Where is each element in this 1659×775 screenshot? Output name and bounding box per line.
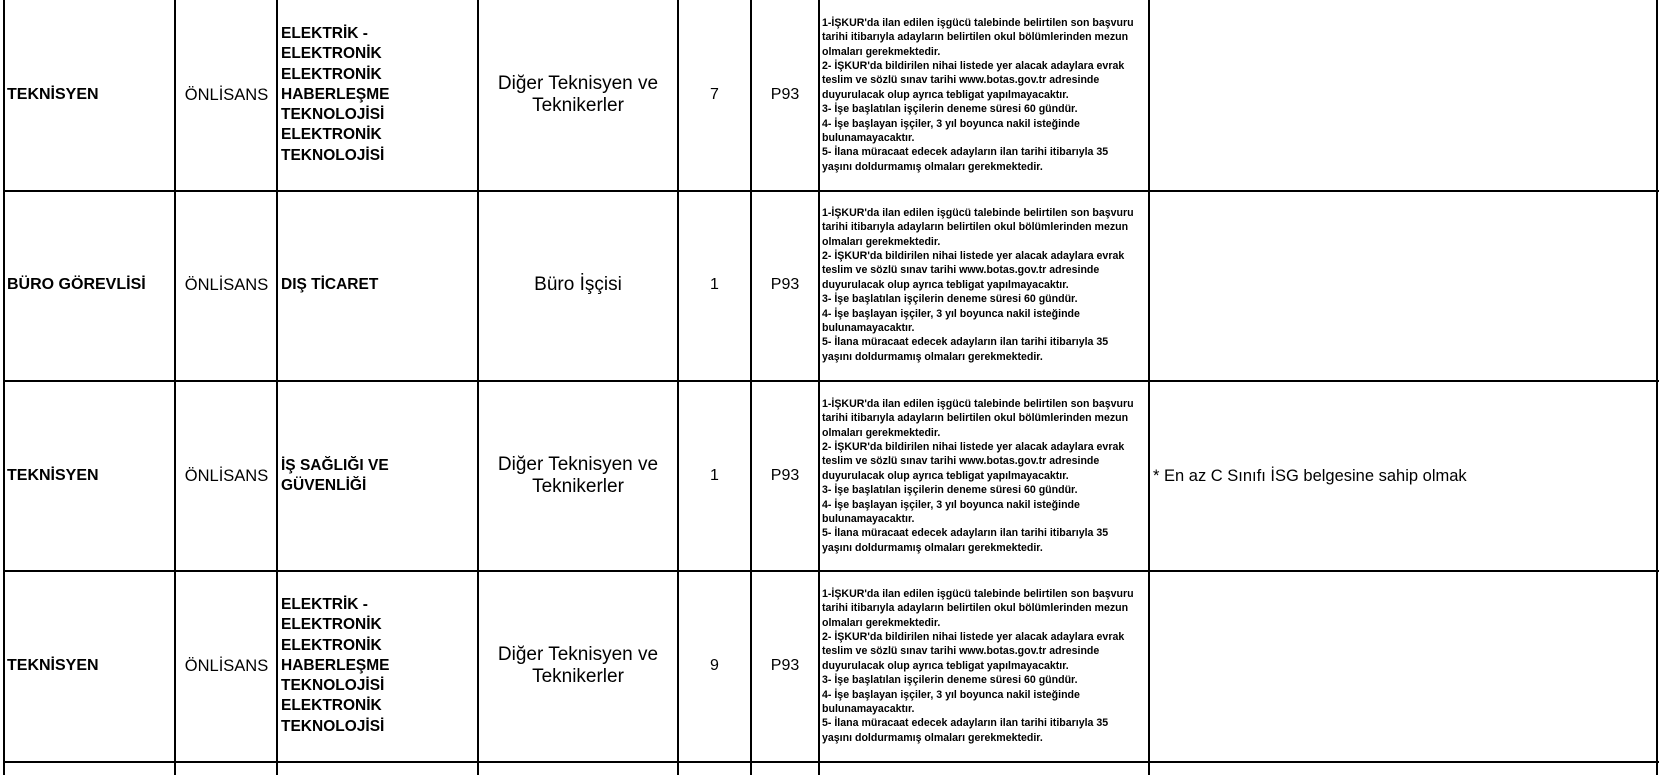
department-line: ELEKTRONİK: [281, 636, 382, 654]
occupation-lines: [498, 454, 658, 499]
condition-line: 1-İŞKUR'da ilan edilen işgücü talebinde belirtilen son başvuru: [822, 587, 1134, 600]
condition-line: teslim ve sözlü sınav tarihi www.botas.gov.tr adresinde: [822, 645, 1100, 658]
condition-line: tarihi itibarıyla adayların belirtilen okul bölümlerinden mezun: [822, 221, 1129, 234]
conditions-cell: [820, 381, 1148, 571]
condition-line: 4- İşe başlayan işçiler, 3 yıl boyunca nakil isteğinde: [822, 307, 1080, 320]
occupation-line: Diğer Teknisyen ve: [497, 453, 659, 475]
worker-count-cell: 1: [710, 276, 719, 293]
condition-line: teslim ve sözlü sınav tarihi www.botas.gov.tr adresinde: [822, 264, 1100, 277]
column-divider: [477, 0, 479, 775]
department-line: HABERLEŞME: [281, 85, 390, 103]
condition-line: bulunamayacaktır.: [822, 513, 915, 526]
condition-line: 4- İşe başlayan işçiler, 3 yıl boyunca nakil isteğinde: [822, 498, 1080, 511]
column-divider: [1148, 0, 1150, 775]
condition-line: tarihi itibarıyla adayların belirtilen okul bölümlerinden mezun: [822, 412, 1129, 425]
condition-line: 4- İşe başlayan işçiler, 3 yıl boyunca nakil isteğinde: [822, 688, 1080, 701]
condition-line: olmaları gerekmektedir.: [822, 426, 941, 439]
condition-line: duyurulacak olup ayrıca tebligat yapılmayacaktır.: [822, 659, 1069, 672]
worker-count-cell: 9: [710, 657, 719, 674]
additional-requirement-cell: * En az C Sınıfı İSG belgesine sahip olmak: [1153, 466, 1467, 485]
department-line: TEKNOLOJİSİ: [281, 106, 385, 124]
occupation-line: Büro İşçisi: [534, 273, 622, 295]
position-title-cell: BÜRO GÖREVLİSİ: [7, 276, 146, 293]
condition-line: 1-İŞKUR'da ilan edilen işgücü talebinde belirtilen son başvuru: [822, 206, 1134, 219]
table-row: [0, 571, 1659, 761]
condition-line: 4- İşe başlayan işçiler, 3 yıl boyunca nakil isteğinde: [822, 117, 1080, 130]
conditions-lines: [822, 587, 1134, 745]
table-row: [0, 381, 1659, 571]
department-line: ELEKTRONİK: [281, 65, 382, 83]
department-line: HABERLEŞME: [281, 656, 390, 674]
condition-line: 2- İŞKUR'da bildirilen nihai listede yer alacak adaylara evrak: [822, 630, 1125, 643]
condition-line: teslim ve sözlü sınav tarihi www.botas.gov.tr adresinde: [822, 455, 1100, 468]
condition-line: 5- İlana müracaat edecek adayların ilan tarihi itibarıyla 35: [822, 527, 1109, 540]
condition-line: 3- İşe başlatılan işçilerin deneme süresi 60 gündür.: [822, 484, 1078, 497]
department-lines: [281, 275, 378, 295]
row-divider: [3, 761, 1659, 763]
row-divider: [3, 570, 1659, 572]
condition-line: yaşını doldurmamış olmaları gerekmektedir.: [822, 160, 1043, 173]
occupation-cell: [479, 190, 677, 380]
column-divider: [818, 0, 820, 775]
condition-line: tarihi itibarıyla adayların belirtilen okul bölümlerinden mezun: [822, 602, 1129, 615]
position-title-cell: TEKNİSYEN: [7, 86, 99, 103]
condition-line: tarihi itibarıyla adayların belirtilen okul bölümlerinden mezun: [822, 31, 1129, 44]
conditions-cell: [820, 190, 1148, 380]
occupation-line: Teknikerler: [532, 666, 624, 687]
condition-line: 3- İşe başlatılan işçilerin deneme süresi 60 gündür.: [822, 103, 1078, 116]
department-line: ELEKTRONİK: [281, 616, 382, 634]
column-divider: [677, 0, 679, 775]
condition-line: 3- İşe başlatılan işçilerin deneme süresi 60 gündür.: [822, 293, 1078, 306]
occupation-line: Diğer Teknisyen ve: [497, 643, 659, 665]
department-line: ELEKTRONİK: [281, 697, 382, 715]
occupation-line: Diğer Teknisyen ve: [497, 72, 659, 94]
condition-line: yaşını doldurmamış olmaları gerekmektedir.: [822, 541, 1043, 554]
column-divider: [3, 0, 5, 775]
department-line: ELEKTRONİK: [281, 45, 382, 63]
conditions-cell: [820, 571, 1148, 761]
department-line: ELEKTRİK -: [281, 24, 368, 42]
additional-requirement-cell: [1150, 190, 1656, 380]
occupation-lines: [498, 644, 658, 689]
occupation-cell: [479, 571, 677, 761]
department-cell: [279, 381, 477, 571]
condition-line: 2- İŞKUR'da bildirilen nihai listede yer alacak adaylara evrak: [822, 249, 1125, 262]
additional-requirement-cell: [1150, 571, 1656, 761]
education-level-cell: ÖNLİSANS: [184, 85, 269, 104]
conditions-lines: [822, 397, 1134, 555]
table-row: [0, 190, 1659, 380]
department-cell: [279, 571, 477, 761]
condition-line: olmaları gerekmektedir.: [822, 235, 941, 248]
position-title-cell: TEKNİSYEN: [7, 657, 99, 674]
department-lines: [281, 456, 389, 497]
education-level-cell: ÖNLİSANS: [184, 275, 269, 294]
occupation-cell: [479, 0, 677, 190]
department-lines: [281, 24, 390, 166]
department-line: TEKNOLOJİSİ: [281, 677, 385, 695]
region-code-cell: P93: [770, 86, 800, 103]
education-level-cell: ÖNLİSANS: [184, 466, 269, 485]
occupation-cell: [479, 381, 677, 571]
column-divider: [174, 0, 176, 775]
conditions-cell: [820, 0, 1148, 190]
condition-line: 1-İŞKUR'da ilan edilen işgücü talebinde belirtilen son başvuru: [822, 397, 1134, 410]
department-line: GÜVENLİĞİ: [281, 477, 367, 494]
condition-line: bulunamayacaktır.: [822, 703, 915, 716]
department-line: ELEKTRİK -: [281, 595, 368, 613]
condition-line: duyurulacak olup ayrıca tebligat yapılmayacaktır.: [822, 469, 1069, 482]
conditions-lines: [822, 16, 1134, 174]
department-line: İŞ SAĞLIĞI VE: [281, 456, 389, 474]
conditions-lines: [822, 206, 1134, 364]
condition-line: teslim ve sözlü sınav tarihi www.botas.gov.tr adresinde: [822, 74, 1100, 87]
condition-line: bulunamayacaktır.: [822, 322, 915, 335]
condition-line: 5- İlana müracaat edecek adayların ilan tarihi itibarıyla 35: [822, 717, 1109, 730]
condition-line: 2- İŞKUR'da bildirilen nihai listede yer alacak adaylara evrak: [822, 440, 1125, 453]
row-divider: [3, 190, 1659, 192]
department-line: TEKNOLOJİSİ: [281, 146, 385, 164]
region-code-cell: P93: [770, 276, 800, 293]
worker-count-cell: 1: [710, 467, 719, 484]
condition-line: 5- İlana müracaat edecek adayların ilan tarihi itibarıyla 35: [822, 146, 1109, 159]
occupation-line: Teknikerler: [532, 95, 624, 116]
worker-count-cell: 7: [710, 86, 719, 103]
department-line: ELEKTRONİK: [281, 126, 382, 144]
region-code-cell: P93: [770, 657, 800, 674]
department-cell: [279, 0, 477, 190]
department-lines: [281, 595, 390, 737]
condition-line: 3- İşe başlatılan işçilerin deneme süresi 60 gündür.: [822, 674, 1078, 687]
condition-line: yaşını doldurmamış olmaları gerekmektedir.: [822, 350, 1043, 363]
condition-line: duyurulacak olup ayrıca tebligat yapılmayacaktır.: [822, 278, 1069, 291]
department-cell: [279, 190, 477, 380]
condition-line: 5- İlana müracaat edecek adayların ilan tarihi itibarıyla 35: [822, 336, 1109, 349]
position-title-cell: TEKNİSYEN: [7, 467, 99, 484]
table-row: [0, 0, 1659, 190]
condition-line: yaşını doldurmamış olmaları gerekmektedir.: [822, 731, 1043, 744]
department-line: DIŞ TİCARET: [281, 275, 379, 293]
condition-line: bulunamayacaktır.: [822, 132, 915, 145]
education-level-cell: ÖNLİSANS: [184, 656, 269, 675]
region-code-cell: P93: [770, 467, 800, 484]
occupation-lines: [534, 274, 622, 297]
condition-line: olmaları gerekmektedir.: [822, 616, 941, 629]
occupation-line: Teknikerler: [532, 476, 624, 497]
condition-line: olmaları gerekmektedir.: [822, 45, 941, 58]
condition-line: 1-İŞKUR'da ilan edilen işgücü talebinde belirtilen son başvuru: [822, 16, 1134, 29]
row-divider: [3, 380, 1659, 382]
department-line: TEKNOLOJİSİ: [281, 717, 385, 735]
condition-line: duyurulacak olup ayrıca tebligat yapılmayacaktır.: [822, 88, 1069, 101]
additional-requirement-cell: [1150, 0, 1656, 190]
occupation-lines: [498, 73, 658, 118]
column-divider: [750, 0, 752, 775]
column-divider: [276, 0, 278, 775]
column-divider: [1656, 0, 1658, 775]
condition-line: 2- İŞKUR'da bildirilen nihai listede yer alacak adaylara evrak: [822, 59, 1125, 72]
